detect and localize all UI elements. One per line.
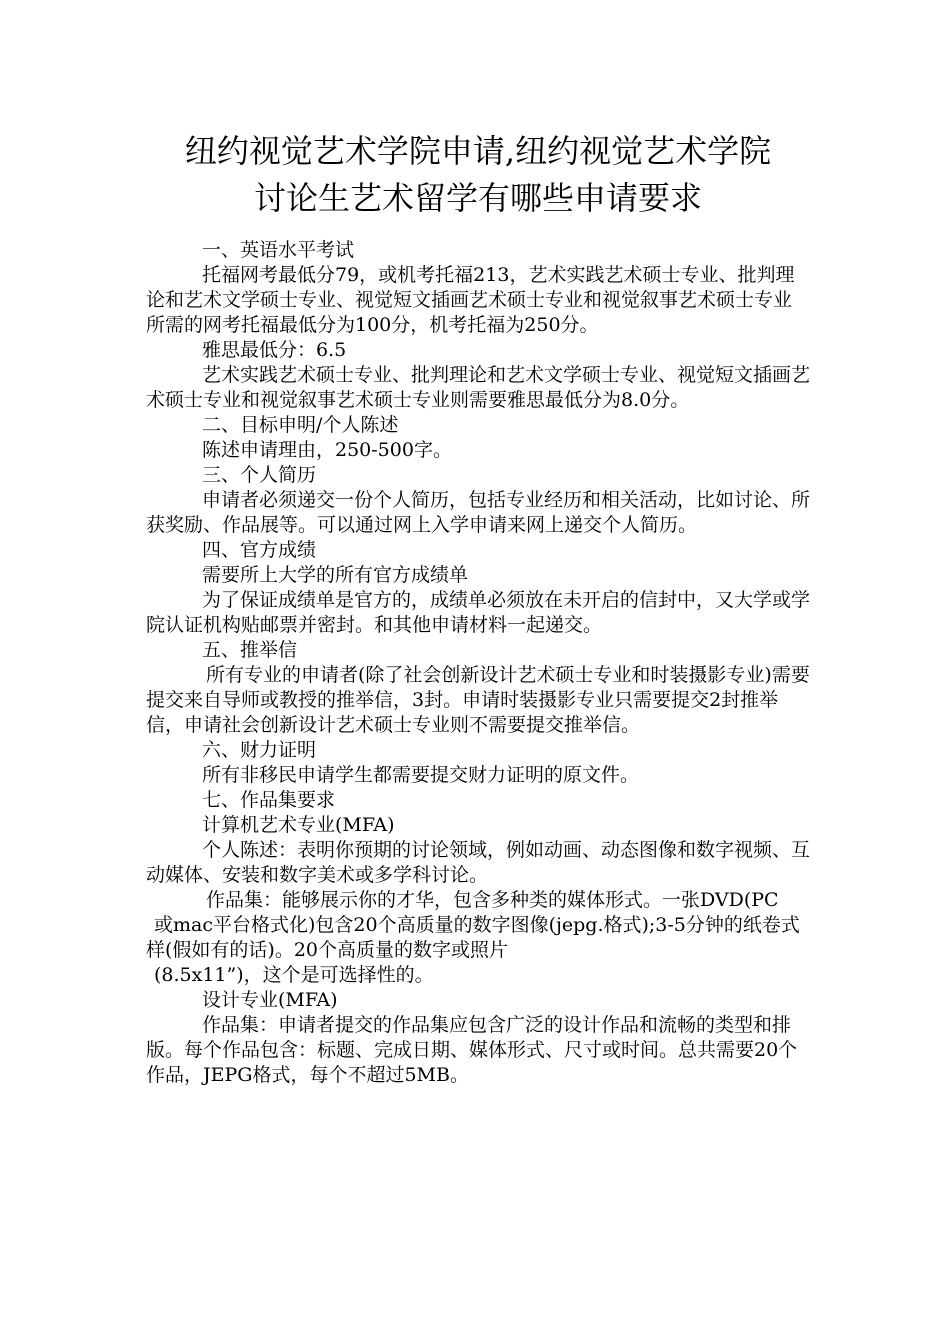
paragraph: 二、目标申明/个人陈述 bbox=[202, 414, 399, 436]
paragraph: 托福网考最低分79，或机考托福213，艺术实践艺术硕士专业、批判理论和艺术文学硕士专业、视觉短文插画艺术硕士专业和视觉叙事艺术硕士专业所需的网考托福最低分为100分，机考托福为250分。 bbox=[146, 264, 795, 336]
paragraph: 设计专业(MFA) bbox=[202, 989, 338, 1011]
paragraph: 个人陈述：表明你预期的讨论领域，例如动画、动态图像和数字视频、互动媒体、安装和数字美术或多学科讨论。 bbox=[146, 839, 811, 886]
paragraph: 雅思最低分：6.5 bbox=[202, 339, 347, 361]
paragraph: 或mac平台格式化)包含20个高质量的数字图像(jepg.格式);3-5分钟的纸卷式样(假如有的话)。20个高质量的数字或照片 bbox=[146, 914, 800, 961]
paragraph: 所有专业的申请者(除了社会创新设计艺术硕士专业和时装摄影专业)需要提交来自导师或教授的推举信，3封。申请时装摄影专业只需要提交2封推举信，申请社会创新设计艺术硕士专业则不需要提交推举信。 bbox=[146, 664, 810, 736]
paragraph: 三、个人简历 bbox=[202, 464, 317, 486]
paragraph: 作品集：能够展示你的才华，包含多种类的媒体形式。一张DVD(PC bbox=[206, 889, 779, 911]
paragraph: 五、推举信 bbox=[202, 639, 298, 661]
paragraph: 七、作品集要求 bbox=[202, 789, 336, 811]
paragraph: 艺术实践艺术硕士专业、批判理论和艺术文学硕士专业、视觉短文插画艺术硕士专业和视觉叙事艺术硕士专业则需要雅思最低分为8.0分。 bbox=[146, 364, 811, 411]
paragraph: 四、官方成绩 bbox=[202, 539, 317, 561]
paragraph: 所有非移民申请学生都需要提交财力证明的原文件。 bbox=[202, 764, 640, 786]
document-body bbox=[146, 238, 810, 1088]
paragraph: 计算机艺术专业(MFA) bbox=[202, 814, 395, 836]
paragraph: 作品集：申请者提交的作品集应包含广泛的设计作品和流畅的类型和排版。每个作品包含：标题、完成日期、媒体形式、尺寸或时间。总共需要20个作品，JEPG格式，每个不超过5MB。 bbox=[146, 1014, 798, 1086]
document-page bbox=[146, 128, 810, 1088]
document-title bbox=[146, 128, 810, 222]
paragraph: 一、英语水平考试 bbox=[202, 239, 355, 261]
paragraph: (8.5x11”)，这个是可选择性的。 bbox=[154, 964, 434, 986]
paragraph: 六、财力证明 bbox=[202, 739, 317, 761]
paragraph: 为了保证成绩单是官方的，成绩单必须放在未开启的信封中，又大学或学院认证机构贴邮票并密封。和其他申请材料一起递交。 bbox=[146, 589, 811, 636]
paragraph: 陈述申请理由，250-500字。 bbox=[202, 439, 452, 461]
paragraph: 申请者必须递交一份个人简历，包括专业经历和相关活动，比如讨论、所获奖励、作品展等。可以通过网上入学申请来网上递交个人简历。 bbox=[146, 489, 811, 536]
paragraph: 需要所上大学的所有官方成绩单 bbox=[202, 564, 469, 586]
title-line-1: 纽约视觉艺术学院申请,纽约视觉艺术学院 bbox=[184, 132, 772, 170]
title-line-2: 讨论生艺术留学有哪些申请要求 bbox=[253, 179, 702, 217]
